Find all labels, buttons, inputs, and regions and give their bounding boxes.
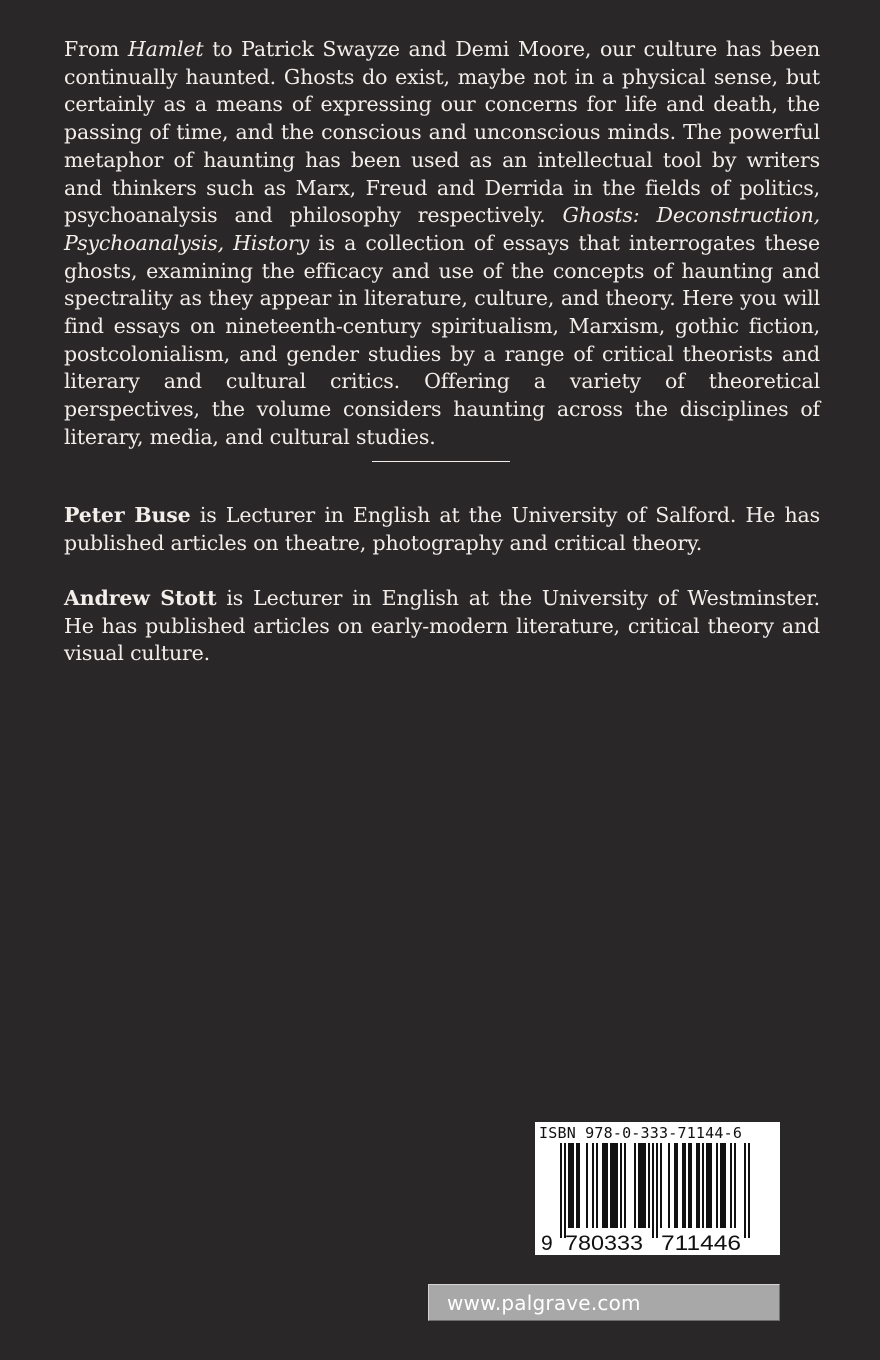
barcode-right-digits: 711446 <box>661 1232 741 1255</box>
publisher-url: www.palgrave.com <box>447 1291 641 1315</box>
barcode-bar <box>710 1143 712 1228</box>
barcode-lead-digit: 9 <box>541 1232 553 1255</box>
barcode-bar <box>648 1143 650 1228</box>
barcode-guard-bar <box>564 1143 566 1238</box>
barcode-bar <box>702 1143 704 1228</box>
blurb-text-1: From <box>64 37 128 61</box>
barcode-bar <box>616 1143 618 1228</box>
barcode-bar <box>620 1143 622 1228</box>
isbn-label: ISBN 978-0-333-71144-6 <box>539 1124 743 1142</box>
barcode-bar <box>604 1143 606 1228</box>
barcode-bar <box>614 1143 616 1228</box>
barcode-guard-bar <box>748 1143 750 1238</box>
barcode-bar <box>674 1143 676 1228</box>
barcode-bar <box>624 1143 626 1228</box>
publisher-url-bar <box>428 1284 780 1321</box>
author-bio-andrew-stott <box>64 585 820 668</box>
barcode-bar <box>734 1143 736 1228</box>
barcode-guard-bar <box>652 1143 654 1238</box>
barcode-bar <box>612 1143 614 1228</box>
barcode-bar <box>596 1143 598 1228</box>
barcode-bar <box>602 1143 604 1228</box>
section-divider <box>372 461 510 462</box>
cover-blurb <box>64 36 820 452</box>
barcode-bar <box>576 1143 578 1228</box>
blurb-title-hamlet: Hamlet <box>127 37 204 61</box>
barcode-bar <box>698 1143 700 1228</box>
barcode-bar <box>578 1143 580 1228</box>
barcode-bar <box>690 1143 692 1228</box>
barcode-bar <box>706 1143 708 1228</box>
barcode-bar <box>570 1143 572 1228</box>
barcode-bar <box>682 1143 684 1228</box>
author-bio-peter-buse <box>64 502 820 557</box>
barcode-bar <box>568 1143 570 1228</box>
barcode-bar <box>716 1143 718 1228</box>
author-bio-text: is Lecturer in English at the University of Westminster. He has published articles on early-modern literature, critical theory and visual culture. <box>64 586 821 666</box>
barcode-bar <box>730 1143 732 1228</box>
barcode-bar <box>640 1143 642 1228</box>
barcode-bar <box>610 1143 612 1228</box>
barcode-bar <box>668 1143 670 1228</box>
barcode-bar <box>696 1143 698 1228</box>
barcode-bar <box>642 1143 644 1228</box>
barcode-bar <box>572 1143 574 1228</box>
author-bio-text: is Lecturer in English at the University of Salford. He has published articles on theatre, photography and critical theory. <box>64 503 820 555</box>
barcode-graphic <box>535 1122 780 1255</box>
barcode-guard-bar <box>560 1143 562 1238</box>
blurb-text-3: is a collection of essays that interrogates these ghosts, examining the efficacy and use of the concepts of haunting and spectrality as they appear in literature, culture, and theory. Here you will find essays on nineteenth-century spiritualism, Marxism, gothic fiction, postcolonialism, and gender studies by a range of critical theorists and literary and cultural critics. Offering a variety of theoretical perspectives, the volume considers haunting across the disciplines of literary, media, and cultural studies. <box>64 230 820 449</box>
barcode-bar <box>644 1143 646 1228</box>
barcode-bar <box>676 1143 678 1228</box>
blurb-book-title: Ghosts: Deconstruction, Psychoanalysis, History <box>64 203 820 255</box>
barcode-bar <box>720 1143 722 1228</box>
author-name: Andrew Stott <box>64 586 217 610</box>
barcode-bar <box>724 1143 726 1228</box>
barcode-bar <box>638 1143 640 1228</box>
barcode-guard-bar <box>744 1143 746 1238</box>
barcode-bar <box>592 1143 594 1228</box>
barcode-bar <box>688 1143 690 1228</box>
barcode-bar <box>634 1143 636 1228</box>
barcode-bar <box>606 1143 608 1228</box>
barcode-guard-bar <box>656 1143 658 1238</box>
barcode-bar <box>586 1143 588 1228</box>
barcode-bar <box>722 1143 724 1228</box>
barcode-left-digits: 780333 <box>565 1232 643 1255</box>
barcode-bar <box>708 1143 710 1228</box>
barcode-bar <box>684 1143 686 1228</box>
barcode-bar <box>660 1143 662 1228</box>
isbn-barcode <box>535 1122 780 1255</box>
blurb-text-2: to Patrick Swayze and Demi Moore, our culture has been continually haunted. Ghosts do exist, maybe not in a physical sense, but certainly as a means of expressing our concerns for life and death, the passing of time, and the conscious and unconscious minds. The powerful metaphor of haunting has been used as an intellectual tool by writers and thinkers such as Marx, Freud and Derrida in the fields of politics, psychoanalysis and philosophy respectively. <box>64 37 821 228</box>
author-name: Peter Buse <box>64 503 191 527</box>
